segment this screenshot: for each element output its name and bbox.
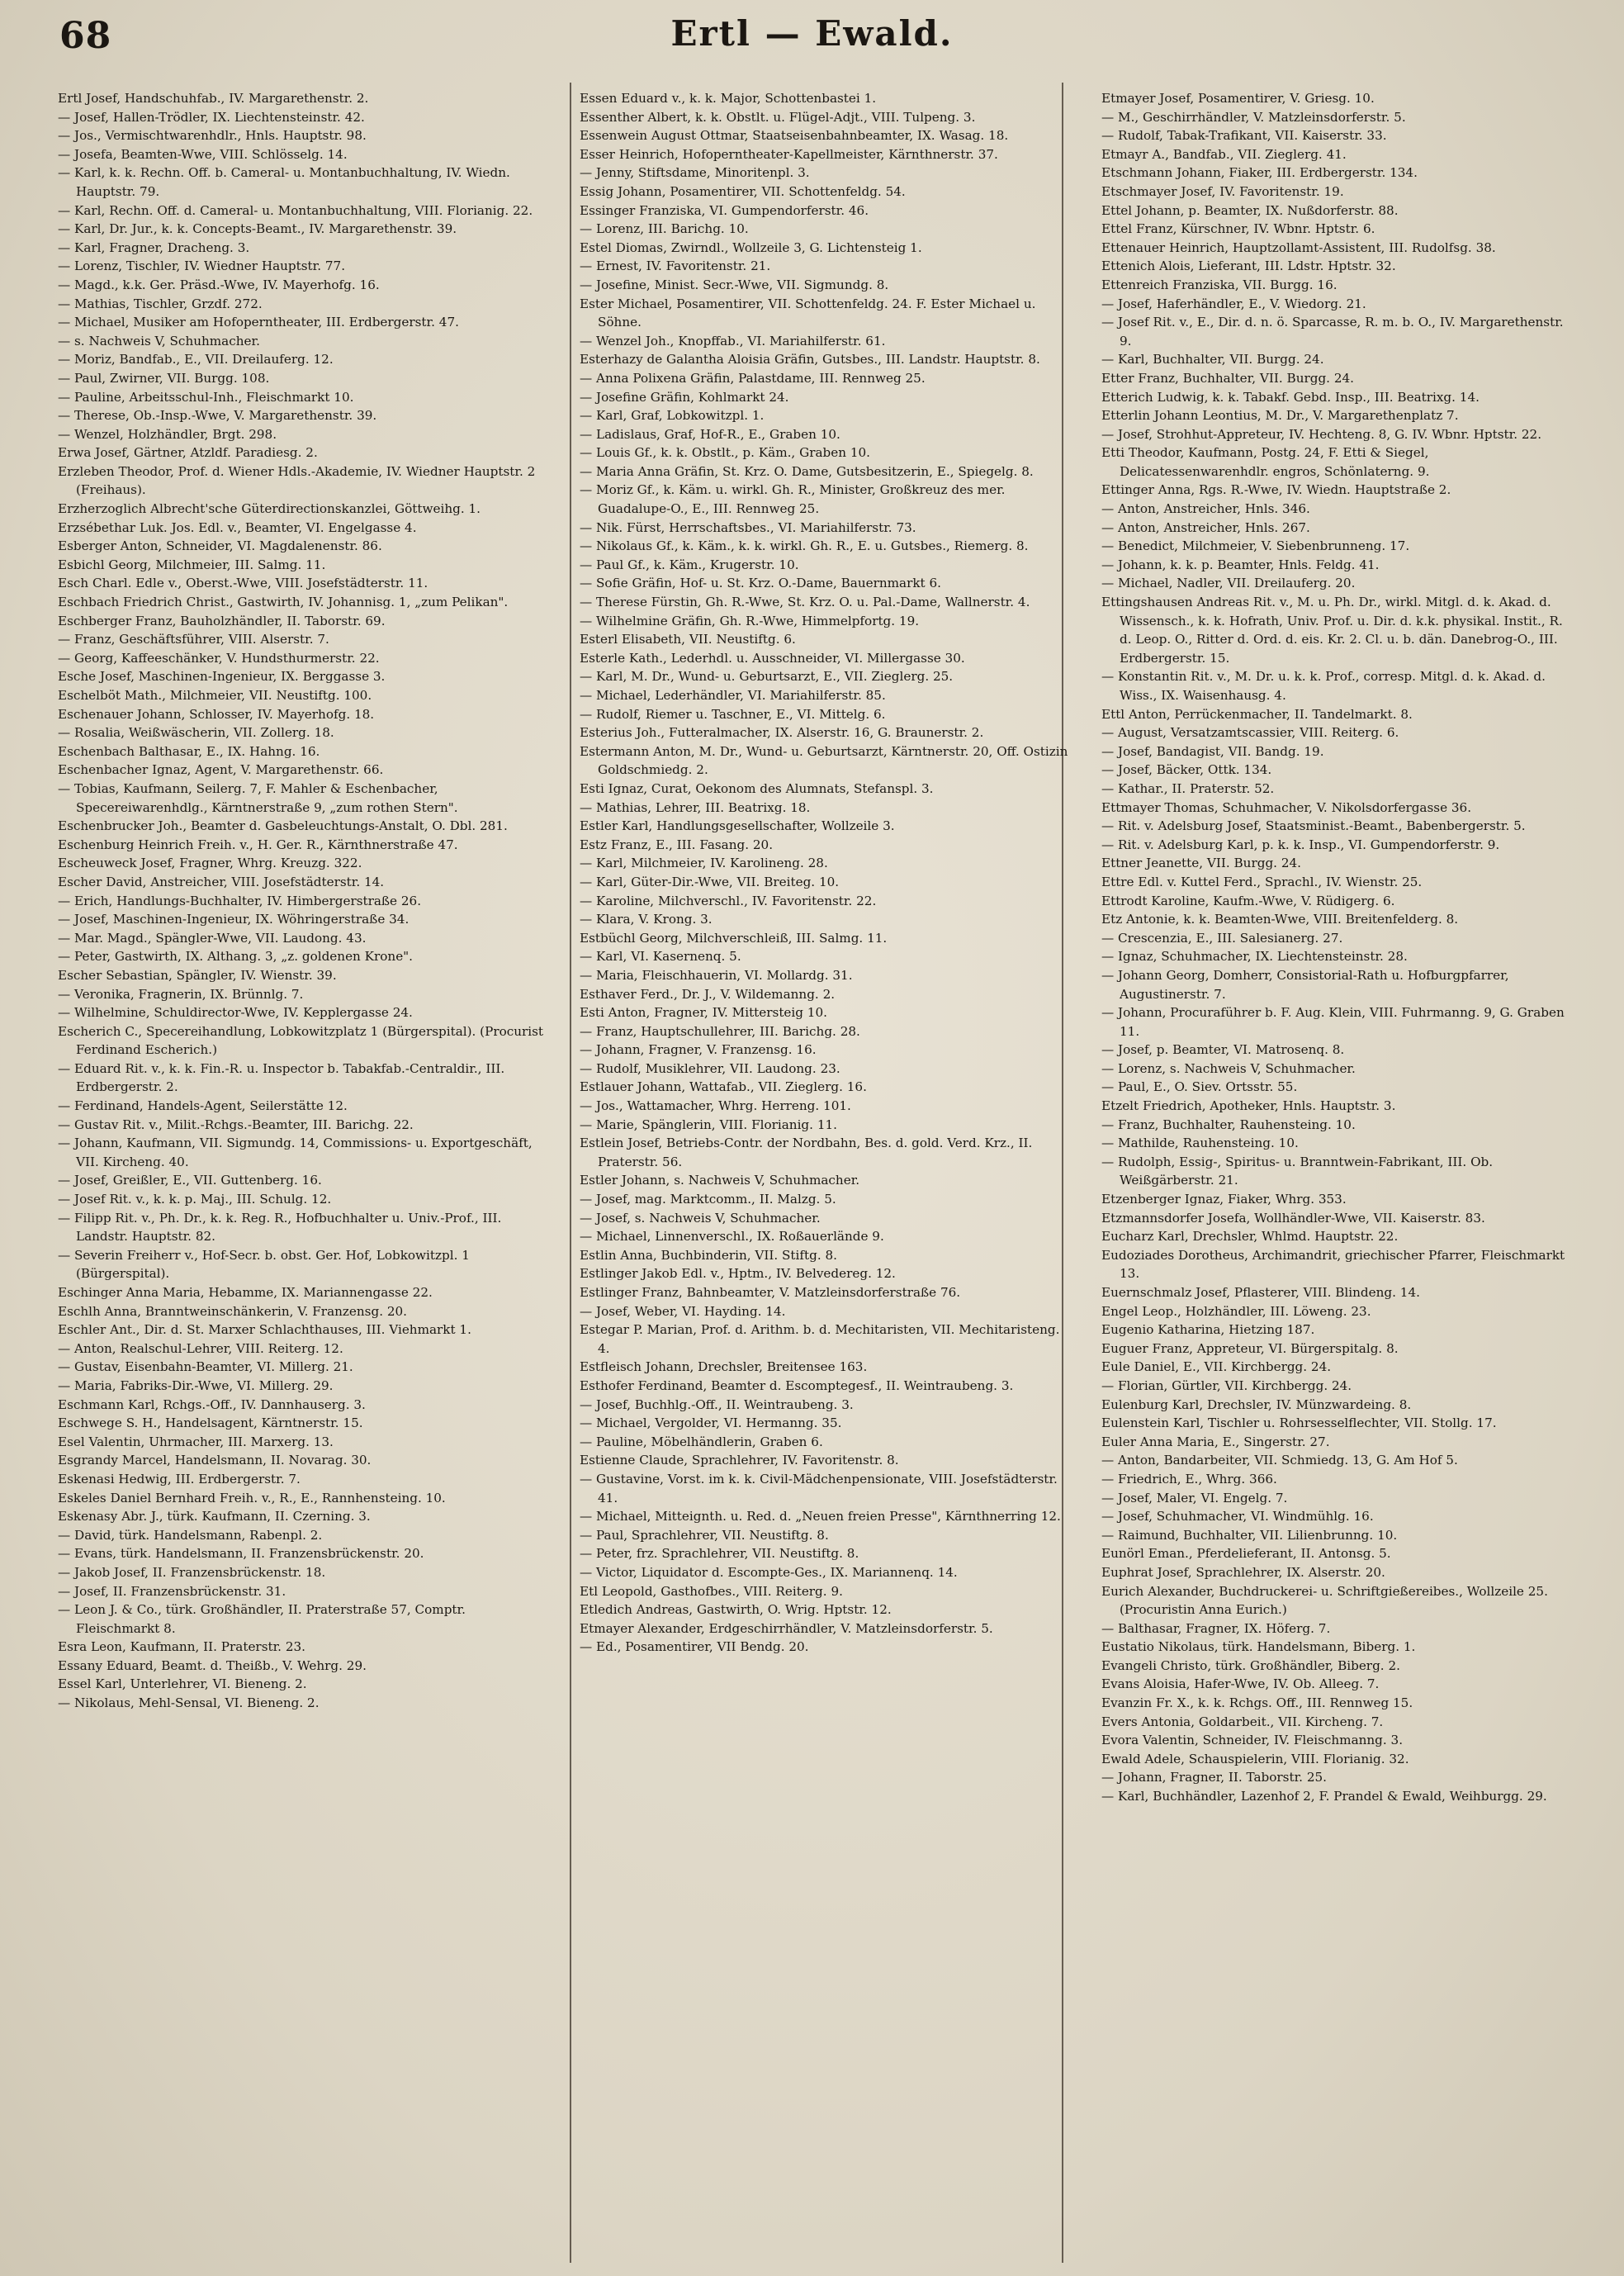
directory-entry: — Josef, Hallen-Trödler, IX. Liechtensteinstr. 42.	[58, 109, 365, 125]
directory-entry: — Josefa, Beamten-Wwe, VIII. Schlösselg. 14.	[58, 146, 348, 162]
directory-entry: — Karl, Rechn. Off. d. Cameral- u. Montanbuchhaltung, VIII. Florianig. 22.	[58, 202, 533, 218]
directory-entry: — Johann Georg, Domherr, Consistorial-Rath u. Hofburgpfarrer, Augustinerstr. 7.	[1101, 967, 1509, 1002]
directory-entry: Eschenauer Johann, Schlosser, IV. Mayerhofg. 18.	[58, 706, 375, 722]
directory-entry: Etzmannsdorfer Josefa, Wollhändler-Wwe, VII. Kaiserstr. 83.	[1101, 1210, 1485, 1226]
directory-entry: — Franz, Geschäftsführer, VIII. Alserstr. 7.	[58, 632, 329, 647]
directory-entry: Ettl Anton, Perrückenmacher, II. Tandelmarkt. 8.	[1101, 706, 1413, 722]
directory-entry: Esch Charl. Edle v., Oberst.-Wwe, VIII. Josefstädterstr. 11.	[58, 576, 428, 591]
directory-entry: — Eduard Rit. v., k. k. Fin.-R. u. Inspector b. Tabakfab.-Centraldir., III. Erdbergerstr. 2.	[58, 1060, 505, 1095]
directory-entry: — Ed., Posamentirer, VII Bendg. 20.	[580, 1639, 809, 1655]
directory-entry: Escherich C., Specereihandlung, Lobkowitzplatz 1 (Bürgerspital). (Procurist Ferdinand Escherich.)	[58, 1023, 544, 1058]
directory-entry: — Nik. Fürst, Herrschaftsbes., VI. Mariahilferstr. 73.	[580, 519, 916, 535]
directory-entry: — Paul Gf., k. Käm., Krugerstr. 10.	[580, 557, 799, 572]
directory-entry: — Karl, Graf, Lobkowitzpl. 1.	[580, 408, 765, 424]
directory-entry: — Pauline, Arbeitsschul-Inh., Fleischmarkt 10.	[58, 389, 354, 405]
directory-entry: — Josefine Gräfin, Kohlmarkt 24.	[580, 389, 789, 405]
directory-entry: — Franz, Hauptschullehrer, III. Barichg. 28.	[580, 1023, 860, 1039]
directory-entry: — Mathilde, Rauhensteing. 10.	[1101, 1136, 1299, 1151]
directory-column-1	[58, 89, 553, 2253]
directory-entry: — Peter, Gastwirth, IX. Althang. 3, „z. goldenen Krone".	[58, 949, 413, 965]
directory-entry: — Josef, Greißler, E., VII. Guttenberg. 16.	[58, 1173, 322, 1188]
directory-entry: — Karl, Buchhalter, VII. Burgg. 24.	[1101, 352, 1324, 367]
directory-entry: — Anton, Anstreicher, Hnls. 267.	[1101, 519, 1310, 535]
directory-entry: Evangeli Christo, türk. Großhändler, Biberg. 2.	[1101, 1657, 1400, 1673]
directory-entry: Esthaver Ferd., Dr. J., V. Wildemanng. 2.	[580, 986, 836, 1002]
directory-entry: Etz Antonie, k. k. Beamten-Wwe, VIII. Breitenfelderg. 8.	[1101, 912, 1459, 927]
directory-entry: Estfleisch Johann, Drechsler, Breitensee 163.	[580, 1359, 868, 1375]
directory-entry: — Anton, Realschul-Lehrer, VIII. Reiterg. 12.	[58, 1340, 343, 1356]
directory-entry: — Anna Polixena Gräfin, Palastdame, III. Rennweg 25.	[580, 370, 926, 386]
directory-entry: — Franz, Buchhalter, Rauhensteing. 10.	[1101, 1117, 1356, 1132]
directory-entry: — Rudolf, Riemer u. Taschner, E., VI. Mittelg. 6.	[580, 706, 886, 722]
directory-entry: Essinger Franziska, VI. Gumpendorferstr. 46.	[580, 202, 869, 218]
directory-entry: — Johann, Fragner, II. Taborstr. 25.	[1101, 1770, 1327, 1785]
directory-entry: — Pauline, Möbelhändlerin, Graben 6.	[580, 1434, 823, 1449]
directory-entry: Ester Michael, Posamentirer, VII. Schottenfeldg. 24. F. Ester Michael u. Söhne.	[580, 296, 1036, 330]
directory-entry: — Benedict, Milchmeier, V. Siebenbrunneng. 17.	[1101, 538, 1410, 554]
directory-entry: — Severin Freiherr v., Hof-Secr. b. obst. Ger. Hof, Lobkowitzpl. 1 (Bürgerspital).	[58, 1247, 470, 1282]
directory-entry: — Rosalia, Weißwäscherin, VII. Zollerg. 18.	[58, 725, 334, 741]
directory-entry: — Mathias, Tischler, Grzdf. 272.	[58, 296, 263, 311]
directory-entry: — Marie, Spänglerin, VIII. Florianig. 11.	[580, 1117, 837, 1132]
directory-entry: Ettenich Alois, Lieferant, III. Ldstr. Hptstr. 32.	[1101, 258, 1396, 274]
directory-entry: Evers Antonia, Goldarbeit., VII. Kircheng. 7.	[1101, 1714, 1384, 1729]
directory-entry: — Lorenz, Tischler, IV. Wiedner Hauptstr. 77.	[58, 258, 346, 274]
directory-entry: — s. Nachweis V, Schuhmacher.	[58, 333, 260, 349]
directory-entry: Etmayr A., Bandfab., VII. Zieglerg. 41.	[1101, 146, 1347, 162]
directory-entry: — Therese, Ob.-Insp.-Wwe, V. Margarethenstr. 39.	[58, 408, 377, 424]
directory-entry: — Friedrich, E., Whrg. 366.	[1101, 1471, 1277, 1487]
directory-entry: — Michael, Nadler, VII. Dreilauferg. 20.	[1101, 576, 1356, 591]
directory-entry: Eschelböt Math., Milchmeier, VII. Neustiftg. 100.	[58, 688, 372, 703]
directory-entry: Etzenberger Ignaz, Fiaker, Whrg. 353.	[1101, 1192, 1347, 1207]
directory-entry: — Crescenzia, E., III. Salesianerg. 27.	[1101, 930, 1343, 946]
directory-entry: — Jos., Wattamacher, Whrg. Herreng. 101.	[580, 1098, 851, 1114]
directory-entry: — Karl, k. k. Rechn. Off. b. Cameral- u. Montanbuchhaltung, IV. Wiedn. Hauptstr. 79.	[58, 165, 510, 199]
directory-entry: Ettingshausen Andreas Rit. v., M. u. Ph. Dr., wirkl. Mitgl. d. k. Akad. d. Wissensch., k. k. Hofrath, Univ. Prof. u. Dir. d. k.k. physikal. Instit., R. d. Leop. O., Ritter d. Ord. d. eis. Kr. 2. Cl. u. b. dän. Danebrog-O., III. Erdbergerstr. 15.	[1101, 595, 1563, 666]
directory-entry: — Wilhelmine Gräfin, Gh. R.-Wwe, Himmelpfortg. 19.	[580, 613, 920, 628]
directory-entry: Ettel Johann, p. Beamter, IX. Nußdorferstr. 88.	[1101, 202, 1399, 218]
directory-entry: Eschenburg Heinrich Freih. v., H. Ger. R., Kärnthnerstraße 47.	[58, 837, 458, 852]
directory-entry: — Josef, Bandagist, VII. Bandg. 19.	[1101, 743, 1324, 759]
directory-entry: Etzelt Friedrich, Apotheker, Hnls. Hauptstr. 3.	[1101, 1098, 1396, 1114]
directory-entry: Essen Eduard v., k. k. Major, Schottenbastei 1.	[580, 91, 877, 106]
directory-entry: — Moriz Gf., k. Käm. u. wirkl. Gh. R., Minister, Großkreuz des mer. Guadalupe-O., E., III. Rennweg 25.	[580, 482, 1006, 517]
directory-entry: Evora Valentin, Schneider, IV. Fleischmanng. 3.	[1101, 1733, 1404, 1748]
directory-entry: — Filipp Rit. v., Ph. Dr., k. k. Reg. R., Hofbuchhalter u. Univ.-Prof., III. Landstr. Hauptstr. 82.	[58, 1210, 502, 1245]
directory-entry: Estlinger Franz, Bahnbeamter, V. Matzleinsdorferstraße 76.	[580, 1285, 961, 1300]
directory-entry: Eudoziades Dorotheus, Archimandrit, griechischer Pfarrer, Fleischmarkt 13.	[1101, 1247, 1565, 1282]
directory-entry: — Georg, Kaffeeschänker, V. Hundsthurmerstr. 22.	[58, 650, 380, 666]
directory-entry: Ettre Edl. v. Kuttel Ferd., Sprachl., IV. Wienstr. 25.	[1101, 874, 1423, 889]
directory-entry: Eschbach Friedrich Christ., Gastwirth, IV. Johannisg. 1, „zum Pelikan".	[58, 595, 509, 610]
directory-entry: Evans Aloisia, Hafer-Wwe, IV. Ob. Alleeg. 7.	[1101, 1676, 1380, 1692]
directory-entry: — Rudolf, Musiklehrer, VII. Laudong. 23.	[580, 1060, 840, 1076]
directory-entry: Esche Josef, Maschinen-Ingenieur, IX. Berggasse 3.	[58, 669, 386, 685]
directory-entry: — Josef, p. Beamter, VI. Matrosenq. 8.	[1101, 1042, 1345, 1058]
directory-entry: — Rudolph, Essig-, Spiritus- u. Branntwein-Fabrikant, III. Ob. Weißgärberstr. 21.	[1101, 1154, 1494, 1188]
directory-entry: — Michael, Linnenverschl., IX. Roßauerlände 9.	[580, 1229, 884, 1245]
directory-entry: Eschler Ant., Dir. d. St. Marxer Schlachthauses, III. Viehmarkt 1.	[58, 1322, 471, 1338]
directory-entry: Essenther Albert, k. k. Obstlt. u. Flügel-Adjt., VIII. Tulpeng. 3.	[580, 109, 976, 125]
directory-entry: — Wenzel Joh., Knopffab., VI. Mariahilferstr. 61.	[580, 333, 886, 349]
directory-entry: Etschmayer Josef, IV. Favoritenstr. 19.	[1101, 183, 1344, 199]
directory-entry: — Karl, M. Dr., Wund- u. Geburtsarzt, E., VII. Zieglerg. 25.	[580, 669, 954, 685]
directory-entry: — Magd., k.k. Ger. Präsd.-Wwe, IV. Mayerhofg. 16.	[58, 277, 380, 292]
directory-entry: — Wenzel, Holzhändler, Brgt. 298.	[58, 426, 277, 442]
directory-entry: — Josef, Strohhut-Appreteur, IV. Hechteng. 8, G. IV. Wbnr. Hptstr. 22.	[1101, 426, 1542, 442]
directory-entry: — Josef, Schuhmacher, VI. Windmühlg. 16.	[1101, 1509, 1374, 1524]
directory-entry: — Karl, Buchhändler, Lazenhof 2, F. Prandel & Ewald, Weihburgg. 29.	[1101, 1789, 1547, 1804]
directory-entry: — Jakob Josef, II. Franzensbrückenstr. 18.	[58, 1564, 326, 1580]
directory-entry: — Johann, Kaufmann, VII. Sigmundg. 14, Commissions- u. Exportgeschäft, VII. Kircheng. 40.	[58, 1136, 533, 1169]
directory-entry: — Balthasar, Fragner, IX. Höferg. 7.	[1101, 1620, 1331, 1636]
directory-entry: Essel Karl, Unterlehrer, VI. Bieneng. 2.	[58, 1676, 307, 1692]
directory-entry: Etti Theodor, Kaufmann, Postg. 24, F. Etti & Siegel, Delicatessenwarenhdlr. engros, Schönlaterng. 9.	[1101, 445, 1430, 479]
directory-entry: — David, türk. Handelsmann, Rabenpl. 2.	[58, 1527, 323, 1543]
directory-entry: Eschmann Karl, Rchgs.-Off., IV. Dannhauserg. 3.	[58, 1396, 366, 1412]
directory-entry: — Ladislaus, Graf, Hof-R., E., Graben 10.	[580, 426, 840, 442]
directory-entry: — Josef, Buchhlg.-Off., II. Weintraubeng. 3.	[580, 1396, 854, 1412]
directory-entry: — Josef Rit. v., k. k. p. Maj., III. Schulg. 12.	[58, 1192, 332, 1207]
directory-entry: Escher David, Anstreicher, VIII. Josefstädterstr. 14.	[58, 874, 385, 889]
directory-entry: Esti Ignaz, Curat, Oekonom des Alumnats, Stefanspl. 3.	[580, 780, 934, 796]
directory-entry: — Mathias, Lehrer, III. Beatrixg. 18.	[580, 799, 811, 815]
directory-entry: Eulenstein Karl, Tischler u. Rohrsesselflechter, VII. Stollg. 17.	[1101, 1415, 1497, 1431]
directory-entry: — Louis Gf., k. k. Obstlt., p. Käm., Graben 10.	[580, 445, 871, 461]
directory-entry: Euguer Franz, Appreteur, VI. Bürgerspitalg. 8.	[1101, 1340, 1399, 1356]
directory-entry: Essig Johann, Posamentirer, VII. Schottenfeldg. 54.	[580, 183, 906, 199]
directory-entry: — Josefine, Minist. Secr.-Wwe, VII. Sigmundg. 8.	[580, 277, 889, 292]
directory-entry: Esra Leon, Kaufmann, II. Praterstr. 23.	[58, 1639, 305, 1655]
directory-entry: Estz Franz, E., III. Fasang. 20.	[580, 837, 774, 852]
directory-entry: Esbichl Georg, Milchmeier, III. Salmg. 11.	[58, 557, 326, 572]
directory-entry: — Klara, V. Krong. 3.	[580, 912, 713, 927]
directory-entry: Escheuweck Josef, Fragner, Whrg. Kreuzg. 322.	[58, 856, 362, 871]
directory-entry: — Mar. Magd., Spängler-Wwe, VII. Laudong. 43.	[58, 930, 367, 946]
directory-entry: — Veronika, Fragnerin, IX. Brünnlg. 7.	[58, 986, 304, 1002]
directory-entry: Euler Anna Maria, E., Singerstr. 27.	[1101, 1434, 1330, 1449]
directory-entry: Etmayer Alexander, Erdgeschirrhändler, V. Matzleinsdorferstr. 5.	[580, 1620, 993, 1636]
directory-entry: Erzsébethar Luk. Jos. Edl. v., Beamter, VI. Engelgasse 4.	[58, 519, 417, 535]
directory-entry: Esel Valentin, Uhrmacher, III. Marxerg. 13.	[58, 1434, 334, 1449]
directory-entry: Etterlin Johann Leontius, M. Dr., V. Margarethenplatz 7.	[1101, 408, 1459, 424]
directory-entry: — Lorenz, III. Barichg. 10.	[580, 221, 749, 237]
directory-entry: Esser Heinrich, Hofoperntheater-Kapellmeister, Kärnthnerstr. 37.	[580, 146, 998, 162]
directory-entry: Ettenreich Franziska, VII. Burgg. 16.	[1101, 277, 1338, 292]
directory-entry: — Peter, frz. Sprachlehrer, VII. Neustiftg. 8.	[580, 1546, 859, 1562]
directory-entry: Eschwege S. H., Handelsagent, Kärntnerstr. 15.	[58, 1415, 363, 1431]
directory-entry: — Leon J. & Co., türk. Großhändler, II. Praterstraße 57, Comptr. Fleischmarkt 8.	[58, 1602, 466, 1636]
directory-entry: — Anton, Bandarbeiter, VII. Schmiedg. 13, G. Am Hof 5.	[1101, 1453, 1458, 1468]
directory-entry: Erzherzoglich Albrecht'sche Güterdirectionskanzlei, Göttweihg. 1.	[58, 501, 481, 517]
directory-entry: Eskeles Daniel Bernhard Freih. v., R., E., Rannhensteing. 10.	[58, 1490, 446, 1505]
directory-entry: — Michael, Musiker am Hofoperntheater, III. Erdbergerstr. 47.	[58, 315, 459, 330]
directory-entry: — Nikolaus, Mehl-Sensal, VI. Bieneng. 2.	[58, 1695, 320, 1711]
directory-entry: Etl Leopold, Gasthofbes., VIII. Reiterg. 9.	[580, 1583, 843, 1599]
directory-entry: — August, Versatzamtscassier, VIII. Reiterg. 6.	[1101, 725, 1399, 741]
directory-entry: Eule Daniel, E., VII. Kirchbergg. 24.	[1101, 1359, 1332, 1375]
directory-entry: Ettrodt Karoline, Kaufm.-Wwe, V. Rüdigerg. 6.	[1101, 893, 1395, 908]
directory-entry: Eschlh Anna, Branntweinschänkerin, V. Franzensg. 20.	[58, 1303, 408, 1319]
directory-entry: — Josef, Bäcker, Ottk. 134.	[1101, 762, 1272, 778]
directory-entry: — Michael, Mitteignth. u. Red. d. „Neuen freien Presse", Kärnthnerring 12.	[580, 1509, 1061, 1524]
directory-entry: Ettinger Anna, Rgs. R.-Wwe, IV. Wiedn. Hauptstraße 2.	[1101, 482, 1451, 498]
directory-entry: — Karl, Fragner, Dracheng. 3.	[58, 239, 250, 255]
directory-entry: — Anton, Anstreicher, Hnls. 346.	[1101, 501, 1310, 517]
directory-entry: Estel Diomas, Zwirndl., Wollzeile 3, G. Lichtensteig 1.	[580, 239, 922, 255]
directory-entry: Esterle Kath., Lederhdl. u. Ausschneider, VI. Millergasse 30.	[580, 650, 965, 666]
directory-entry: Eugenio Katharina, Hietzing 187.	[1101, 1322, 1315, 1338]
directory-entry: — Rit. v. Adelsburg Karl, p. k. k. Insp., VI. Gumpendorferstr. 9.	[1101, 837, 1500, 852]
directory-entry: — Josef, Maler, VI. Engelg. 7.	[1101, 1490, 1288, 1505]
directory-entry: Estler Karl, Handlungsgesellschafter, Wollzeile 3.	[580, 818, 895, 834]
directory-entry: — Karoline, Milchverschl., IV. Favoritenstr. 22.	[580, 893, 877, 908]
directory-entry: — M., Geschirrhändler, V. Matzleinsdorferstr. 5.	[1101, 109, 1406, 125]
directory-entry: — Josef, Haferhändler, E., V. Wiedorg. 21.	[1101, 296, 1366, 311]
directory-entry: — Gustav Rit. v., Milit.-Rchgs.-Beamter, III. Barichg. 22.	[58, 1117, 414, 1132]
directory-entry: Ettenauer Heinrich, Hauptzollamt-Assistent, III. Rudolfsg. 38.	[1101, 239, 1496, 255]
directory-entry: — Maria, Fabriks-Dir.-Wwe, VI. Millerg. 29.	[58, 1377, 334, 1393]
directory-entry: Etschmann Johann, Fiaker, III. Erdbergerstr. 134.	[1101, 165, 1418, 181]
directory-entry: — Johann, Fragner, V. Franzensg. 16.	[580, 1042, 817, 1058]
directory-entry: Estermann Anton, M. Dr., Wund- u. Geburtsarzt, Kärntnerstr. 20, Off. Ostizin Goldschmiedg. 2.	[580, 743, 1068, 778]
directory-entry: — Karl, VI. Kasernenq. 5.	[580, 949, 741, 965]
directory-entry: — Ferdinand, Handels-Agent, Seilerstätte 12.	[58, 1098, 348, 1114]
directory-column-3	[1101, 89, 1577, 2253]
directory-entry: — Wilhelmine, Schuldirector-Wwe, IV. Kepplergasse 24.	[58, 1005, 413, 1021]
directory-entry: Esterius Joh., Futteralmacher, IX. Alserstr. 16, G. Braunerstr. 2.	[580, 725, 984, 741]
directory-entry: — Josef, mag. Marktcomm., II. Malzg. 5.	[580, 1192, 836, 1207]
directory-entry: — Maria, Fleischhauerin, VI. Mollardg. 31.	[580, 967, 853, 983]
directory-entry: Etledich Andreas, Gastwirth, O. Wrig. Hptstr. 12.	[580, 1602, 892, 1618]
directory-entry: — Michael, Vergolder, VI. Hermanng. 35.	[580, 1415, 842, 1431]
directory-entry: Estlein Josef, Betriebs-Contr. der Nordbahn, Bes. d. gold. Verd. Krz., II. Praterstr. 56.	[580, 1136, 1033, 1169]
directory-entry: Esti Anton, Fragner, IV. Mittersteig 10.	[580, 1005, 827, 1021]
directory-entry: Ettel Franz, Kürschner, IV. Wbnr. Hptstr. 6.	[1101, 221, 1375, 237]
directory-entry: — Lorenz, s. Nachweis V, Schuhmacher.	[1101, 1060, 1356, 1076]
directory-entry: Eskenasy Abr. J., türk. Kaufmann, II. Czerning. 3.	[58, 1509, 371, 1524]
directory-column-2	[580, 89, 1075, 2253]
directory-entry: Estlauer Johann, Wattafab., VII. Zieglerg. 16.	[580, 1079, 867, 1095]
page-title: Ertl — Ewald.	[670, 13, 954, 54]
directory-entry: Essenwein August Ottmar, Staatseisenbahnbeamter, IX. Wasag. 18.	[580, 128, 1009, 144]
directory-entry: — Gustav, Eisenbahn-Beamter, VI. Millerg. 21.	[58, 1359, 353, 1375]
directory-entry: Eschberger Franz, Bauholzhändler, II. Taborstr. 69.	[58, 613, 386, 628]
directory-entry: Etter Franz, Buchhalter, VII. Burgg. 24.	[1101, 370, 1354, 386]
directory-entry: Eschenbach Balthasar, E., IX. Hahng. 16.	[58, 743, 320, 759]
directory-entry: — Ignaz, Schuhmacher, IX. Liechtensteinstr. 28.	[1101, 949, 1408, 965]
directory-entry: — Paul, Sprachlehrer, VII. Neustiftg. 8.	[580, 1527, 829, 1543]
directory-entry: — Rudolf, Tabak-Trafikant, VII. Kaiserstr. 33.	[1101, 128, 1387, 144]
directory-entry: Esgrandy Marcel, Handelsmann, II. Novarag. 30.	[58, 1453, 372, 1468]
directory-entry: — Victor, Liquidator d. Escompte-Ges., IX. Mariannenq. 14.	[580, 1564, 958, 1580]
directory-entry: — Johann, Procuraführer b. F. Aug. Klein, VIII. Fuhrmanng. 9, G. Graben 11.	[1101, 1005, 1565, 1039]
directory-entry: — Kathar., II. Praterstr. 52.	[1101, 780, 1275, 796]
directory-entry: Essany Eduard, Beamt. d. Theißb., V. Wehrg. 29.	[58, 1657, 367, 1673]
directory-entry: Esterl Elisabeth, VII. Neustiftg. 6.	[580, 632, 796, 647]
directory-entry: Eucharz Karl, Drechsler, Whlmd. Hauptstr. 22.	[1101, 1229, 1399, 1245]
directory-entry: Eustatio Nikolaus, türk. Handelsmann, Biberg. 1.	[1101, 1639, 1416, 1655]
directory-entry: — Jenny, Stiftsdame, Minoritenpl. 3.	[580, 165, 810, 181]
directory-entry: — Florian, Gürtler, VII. Kirchbergg. 24.	[1101, 1377, 1352, 1393]
directory-entry: Estlinger Jakob Edl. v., Hptm., IV. Belvedereg. 12.	[580, 1266, 896, 1282]
directory-entry: — Karl, Milchmeier, IV. Karolineng. 28.	[580, 856, 828, 871]
directory-entry: Estlin Anna, Buchbinderin, VII. Stiftg. 8.	[580, 1247, 837, 1263]
directory-entry: — Rit. v. Adelsburg Josef, Staatsminist.-Beamt., Babenbergerstr. 5.	[1101, 818, 1526, 834]
directory-entry: — Raimund, Buchhalter, VII. Lilienbrunng. 10.	[1101, 1527, 1398, 1543]
directory-entry: Esthofer Ferdinand, Beamter d. Escomptegesf., II. Weintraubeng. 3.	[580, 1377, 1014, 1393]
directory-entry: Ewald Adele, Schauspielerin, VIII. Florianig. 32.	[1101, 1751, 1409, 1766]
directory-entry: Ertl Josef, Handschuhfab., IV. Margarethenstr. 2.	[58, 91, 369, 106]
directory-entry: Euernschmalz Josef, Pflasterer, VIII. Blindeng. 14.	[1101, 1285, 1420, 1300]
directory-entry: Eschinger Anna Maria, Hebamme, IX. Mariannengasse 22.	[58, 1285, 433, 1300]
directory-entry: Erzleben Theodor, Prof. d. Wiener Hdls.-Akademie, IV. Wiedner Hauptstr. 2 (Freihaus).	[58, 463, 536, 498]
directory-entry: — Michael, Lederhändler, VI. Mariahilferstr. 85.	[580, 688, 886, 703]
page-number: 68	[59, 15, 112, 57]
directory-entry: Estbüchl Georg, Milchverschleiß, III. Salmg. 11.	[580, 930, 888, 946]
directory-entry: — Ernest, IV. Favoritenstr. 21.	[580, 258, 771, 274]
directory-entry: — Evans, türk. Handelsmann, II. Franzensbrückenstr. 20.	[58, 1546, 424, 1562]
directory-entry: — Paul, E., O. Siev. Ortsstr. 55.	[1101, 1079, 1298, 1095]
directory-entry: Engel Leop., Holzhändler, III. Löweng. 23.	[1101, 1303, 1371, 1319]
directory-entry: — Karl, Güter-Dir.-Wwe, VII. Breiteg. 10.	[580, 874, 840, 889]
directory-entry: Etterich Ludwig, k. k. Tabakf. Gebd. Insp., III. Beatrixg. 14.	[1101, 389, 1480, 405]
directory-entry: Evanzin Fr. X., k. k. Rchgs. Off., III. Rennweg 15.	[1101, 1695, 1413, 1711]
directory-entry: Estegar P. Marian, Prof. d. Arithm. b. d. Mechitaristen, VII. Mechitaristeng. 4.	[580, 1322, 1060, 1356]
directory-entry: — Josef, s. Nachweis V, Schuhmacher.	[580, 1210, 821, 1226]
directory-entry: Eurich Alexander, Buchdruckerei- u. Schriftgießereibes., Wollzeile 25. (Procuristin Anna Eurich.)	[1101, 1583, 1548, 1618]
directory-entry: — Josef, II. Franzensbrückenstr. 31.	[58, 1583, 286, 1599]
directory-entry: — Erich, Handlungs-Buchhalter, IV. Himbergerstraße 26.	[58, 893, 422, 908]
directory-entry: Estienne Claude, Sprachlehrer, IV. Favoritenstr. 8.	[580, 1453, 899, 1468]
directory-entry: Eulenburg Karl, Drechsler, IV. Münzwardeing. 8.	[1101, 1396, 1412, 1412]
directory-entry: — Maria Anna Gräfin, St. Krz. O. Dame, Gutsbesitzerin, E., Spiegelg. 8.	[580, 463, 1034, 479]
directory-entry: — Johann, k. k. p. Beamter, Hnls. Feldg. 41.	[1101, 557, 1380, 572]
directory-entry: — Gustavine, Vorst. im k. k. Civil-Mädchenpensionate, VIII. Josefstädterstr. 41.	[580, 1471, 1058, 1505]
directory-entry: — Konstantin Rit. v., M. Dr. u. k. k. Prof., corresp. Mitgl. d. k. Akad. d. Wiss., IX. Waisenhausg. 4.	[1101, 669, 1546, 703]
directory-entry: Eunörl Eman., Pferdelieferant, II. Antonsg. 5.	[1101, 1546, 1391, 1562]
directory-entry: Eschenbacher Ignaz, Agent, V. Margarethenstr. 66.	[58, 762, 384, 778]
directory-entry: Estler Johann, s. Nachweis V, Schuhmacher.	[580, 1173, 860, 1188]
directory-entry: — Karl, Dr. Jur., k. k. Concepts-Beamt., IV. Margarethenstr. 39.	[58, 221, 457, 237]
directory-entry: — Paul, Zwirner, VII. Burgg. 108.	[58, 370, 270, 386]
directory-entry: — Sofie Gräfin, Hof- u. St. Krz. O.-Dame, Bauernmarkt 6.	[580, 576, 941, 591]
directory-entry: Erwa Josef, Gärtner, Atzldf. Paradiesg. 2.	[58, 445, 318, 461]
directory-entry: — Josef, Weber, VI. Hayding. 14.	[580, 1303, 786, 1319]
directory-entry: Escher Sebastian, Spängler, IV. Wienstr. 39.	[58, 967, 337, 983]
directory-entry: Esterhazy de Galantha Aloisia Gräfin, Gutsbes., III. Landstr. Hauptstr. 8.	[580, 352, 1040, 367]
directory-entry: — Jos., Vermischtwarenhdlr., Hnls. Hauptstr. 98.	[58, 128, 367, 144]
directory-entry: Euphrat Josef, Sprachlehrer, IX. Alserstr. 20.	[1101, 1564, 1385, 1580]
directory-entry: Etmayer Josef, Posamentirer, V. Griesg. 10.	[1101, 91, 1375, 106]
directory-columns	[58, 89, 1577, 2253]
directory-entry: — Josef Rit. v., E., Dir. d. n. ö. Sparcasse, R. m. b. O., IV. Margarethenstr. 9.	[1101, 315, 1564, 349]
directory-entry: Ettmayer Thomas, Schuhmacher, V. Nikolsdorfergasse 36.	[1101, 799, 1472, 815]
directory-entry: — Therese Fürstin, Gh. R.-Wwe, St. Krz. O. u. Pal.-Dame, Wallnerstr. 4.	[580, 595, 1030, 610]
directory-entry: Esberger Anton, Schneider, VI. Magdalenenstr. 86.	[58, 538, 382, 554]
directory-entry: — Josef, Maschinen-Ingenieur, IX. Wöhringerstraße 34.	[58, 912, 410, 927]
directory-entry: Eschenbrucker Joh., Beamter d. Gasbeleuchtungs-Anstalt, O. Dbl. 281.	[58, 818, 508, 834]
directory-entry: — Tobias, Kaufmann, Seilerg. 7, F. Mahler & Eschenbacher, Specereiwarenhdlg., Kärntnerstraße 9, „zum rothen Stern".	[58, 780, 458, 815]
directory-entry: Ettner Jeanette, VII. Burgg. 24.	[1101, 856, 1301, 871]
directory-entry: Eskenasi Hedwig, III. Erdbergerstr. 7.	[58, 1471, 301, 1487]
directory-entry: — Nikolaus Gf., k. Käm., k. k. wirkl. Gh. R., E. u. Gutsbes., Riemerg. 8.	[580, 538, 1029, 554]
directory-entry: — Moriz, Bandfab., E., VII. Dreilauferg. 12.	[58, 352, 334, 367]
